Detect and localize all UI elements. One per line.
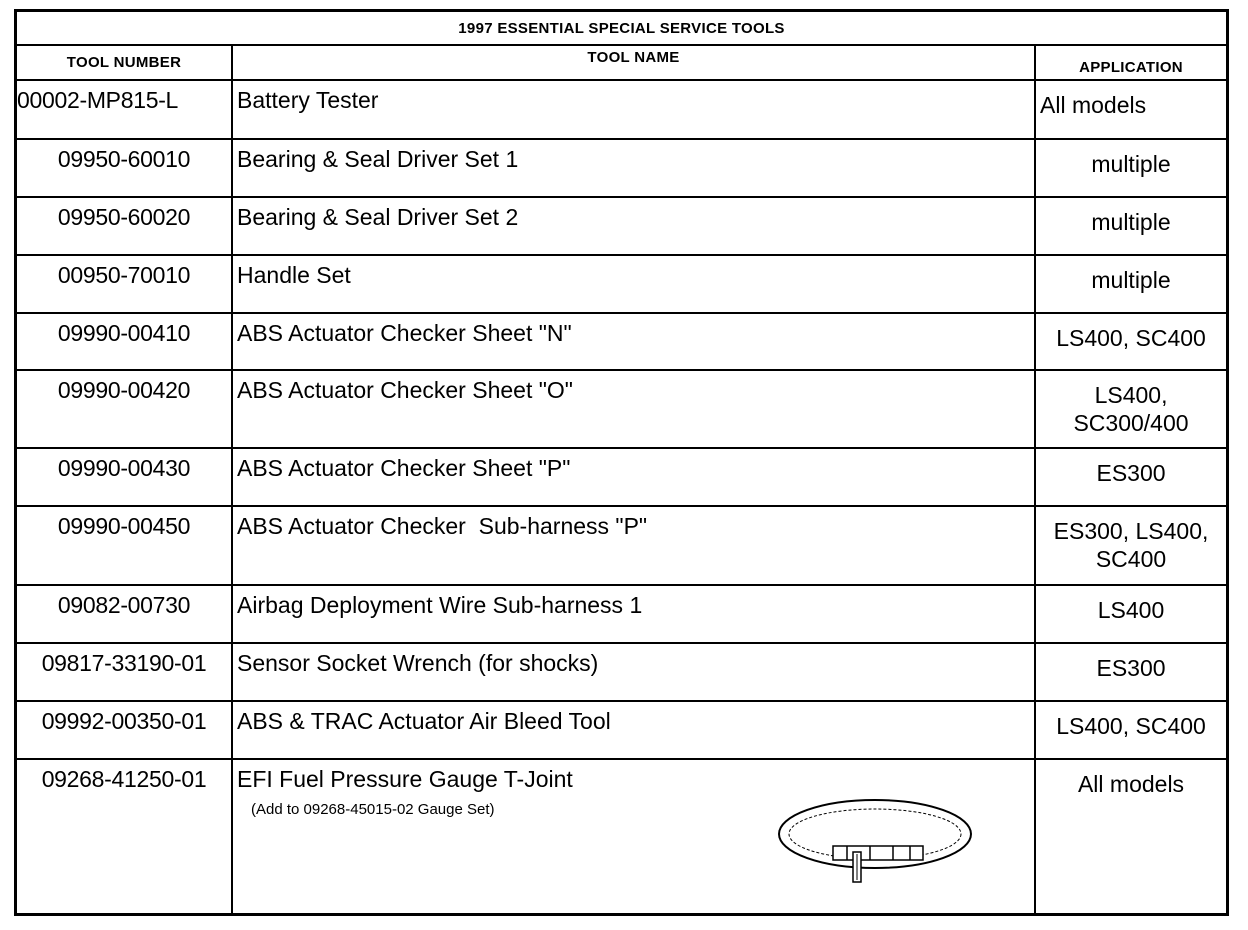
tool-application: multiple (1035, 255, 1226, 313)
tool-name: ABS Actuator Checker Sheet "N" (232, 313, 1035, 370)
tool-number: 09990-00430 (17, 448, 232, 506)
tool-name: Bearing & Seal Driver Set 1 (232, 139, 1035, 197)
tool-application: ES300, LS400, SC400 (1035, 506, 1226, 585)
tool-number: 09990-00420 (17, 370, 232, 448)
table-title: 1997 ESSENTIAL SPECIAL SERVICE TOOLS (17, 12, 1226, 45)
table-header-row (17, 45, 1226, 80)
table-row (17, 759, 1226, 913)
table-row (17, 701, 1226, 759)
tool-number: 00002-MP815-L (17, 80, 232, 139)
tool-name: ABS Actuator Checker Sheet "O" (232, 370, 1035, 448)
tool-number: 09990-00450 (17, 506, 232, 585)
tool-application: multiple (1035, 197, 1226, 255)
tool-application: LS400, SC400 (1035, 313, 1226, 370)
table-row (17, 643, 1226, 701)
tool-number: 09990-00410 (17, 313, 232, 370)
tool-application: All models (1035, 759, 1226, 913)
table-row (17, 139, 1226, 197)
tool-number: 09817-33190-01 (17, 643, 232, 701)
tool-name: ABS Actuator Checker Sub-harness "P" (232, 506, 1035, 585)
table-row (17, 80, 1226, 139)
tool-name: ABS & TRAC Actuator Air Bleed Tool (232, 701, 1035, 759)
tool-application: All models (1035, 80, 1226, 139)
table-row (17, 448, 1226, 506)
tool-number: 09082-00730 (17, 585, 232, 643)
tool-name: EFI Fuel Pressure Gauge T-Joint (237, 766, 573, 792)
tool-application: multiple (1035, 139, 1226, 197)
table-row (17, 506, 1226, 585)
tool-application: LS400 (1035, 585, 1226, 643)
tool-name-cell (232, 759, 1035, 913)
tool-application: ES300 (1035, 643, 1226, 701)
tool-application: LS400, SC300/400 (1035, 370, 1226, 448)
tool-name-header: TOOL NAME (232, 45, 1035, 80)
tool-name: Battery Tester (232, 80, 1035, 139)
fuel-gauge-t-joint-icon (775, 794, 975, 884)
tool-name: Handle Set (232, 255, 1035, 313)
table-row (17, 370, 1226, 448)
special-service-tools-table (14, 9, 1229, 916)
tool-name: ABS Actuator Checker Sheet "P" (232, 448, 1035, 506)
tool-number: 09950-60010 (17, 139, 232, 197)
tool-number: 00950-70010 (17, 255, 232, 313)
tool-number-header: TOOL NUMBER (17, 45, 232, 80)
table-row (17, 585, 1226, 643)
tool-application: ES300 (1035, 448, 1226, 506)
tool-note: (Add to 09268-45015-02 Gauge Set) (251, 801, 495, 818)
table-row (17, 197, 1226, 255)
tool-number: 09268-41250-01 (17, 759, 232, 913)
tool-number: 09950-60020 (17, 197, 232, 255)
tool-name: Sensor Socket Wrench (for shocks) (232, 643, 1035, 701)
application-header: APPLICATION (1035, 45, 1226, 80)
table-title-row (17, 12, 1226, 45)
table-row (17, 255, 1226, 313)
tool-name: Bearing & Seal Driver Set 2 (232, 197, 1035, 255)
table-row (17, 313, 1226, 370)
tools-table (17, 12, 1226, 913)
tool-number: 09992-00350-01 (17, 701, 232, 759)
tool-application: LS400, SC400 (1035, 701, 1226, 759)
tool-name: Airbag Deployment Wire Sub-harness 1 (232, 585, 1035, 643)
